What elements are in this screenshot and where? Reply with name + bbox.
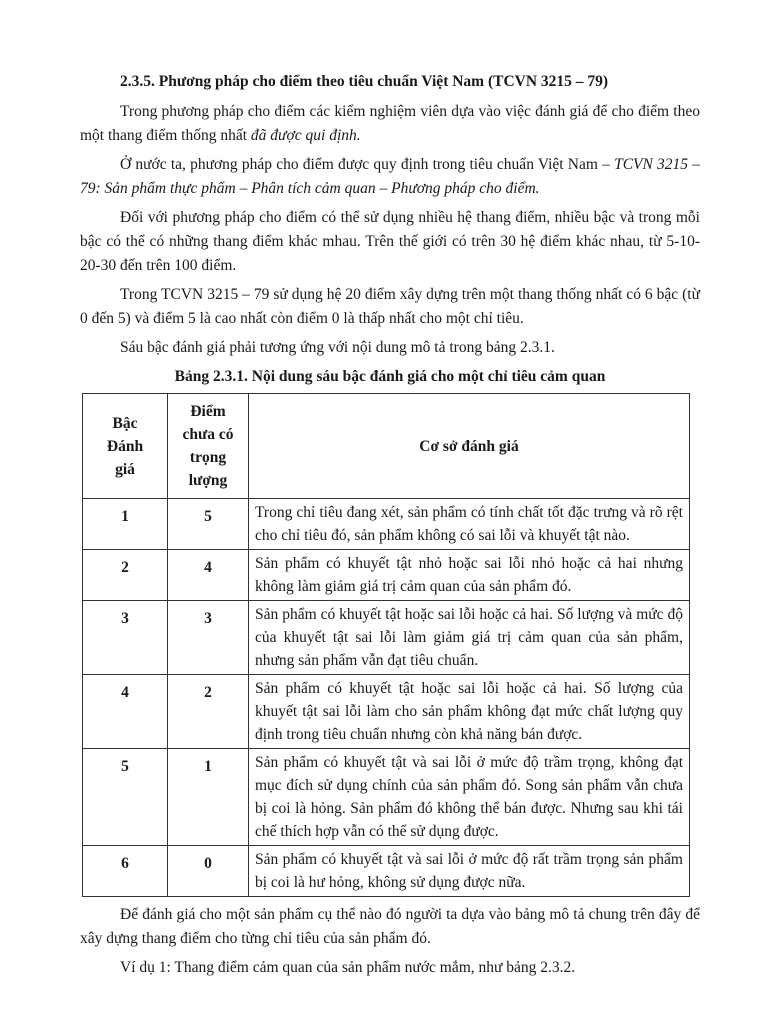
row-score: 5: [168, 499, 249, 550]
row-description: Sản phẩm có khuyết tật hoặc sai lỗi hoặc cả hai. Số lượng và mức độ của khuyết tật sai lỗi làm giảm giá trị cảm quan của sản phẩm, nhưng sản phẩm vẫn đạt tiêu chuẩn.: [249, 601, 690, 675]
paragraph-3: Đối với phương pháp cho điểm có thể sử dụng nhiều hệ thang điểm, nhiều bậc và trong mỗi bậc có thể có những thang điểm khác mhau. Trên thế giới có trên 30 hệ điểm khác nhau, từ 5-10-20-30 đến trên 100 điểm.: [80, 209, 700, 274]
row-description: Sản phẩm có khuyết tật và sai lỗi ở mức độ rất trầm trọng sản phẩm bị coi là hư hỏng, không sử dụng được nữa.: [249, 846, 690, 897]
row-level: 2: [83, 550, 168, 601]
evaluation-table: [82, 393, 690, 897]
row-description: Sản phẩm có khuyết tật hoặc sai lỗi hoặc cả hai. Số lượng của khuyết tật sai lỗi làm cho sản phẩm không đạt mức chất lượng quy định trong tiêu chuẩn nhưng còn khả năng bán được.: [249, 675, 690, 749]
table-caption: Bảng 2.3.1. Nội dung sáu bậc đánh giá cho một chỉ tiêu cảm quan: [174, 368, 606, 385]
row-score: 4: [168, 550, 249, 601]
document-page: [80, 70, 700, 985]
paragraph-2-italic: TCVN 3215 – 79: Sản phẩm thực phẩm – Phân tích cảm quan – Phương pháp cho điểm.: [80, 156, 700, 197]
table-header-row: [83, 394, 690, 499]
row-level: 6: [83, 846, 168, 897]
paragraph-1: [80, 100, 700, 148]
row-description: Sản phẩm có khuyết tật nhỏ hoặc sai lỗi nhỏ hoặc cả hai nhưng không làm giảm giá trị cảm quan của sản phẩm đó.: [249, 550, 690, 601]
table-row: [83, 601, 690, 675]
section-heading: 2.3.5. Phương pháp cho điểm theo tiêu chuẩn Việt Nam (TCVN 3215 – 79): [120, 73, 609, 90]
header-score-line1: Điểm: [190, 403, 226, 420]
row-level: 5: [83, 749, 168, 846]
row-level: 4: [83, 675, 168, 749]
paragraph-4: Trong TCVN 3215 – 79 sử dụng hệ 20 điểm xây dựng trên một thang thống nhất có 6 bậc (từ 0 đến 5) và điểm 5 là cao nhất còn điểm 0 là thấp nhất cho một chỉ tiêu.: [80, 286, 700, 327]
table-row: [83, 499, 690, 550]
header-level-line2: Đánh: [106, 437, 144, 455]
row-level: 1: [83, 499, 168, 550]
paragraph-5: Sáu bậc đánh giá phải tương ứng với nội dung mô tả trong bảng 2.3.1.: [120, 339, 555, 356]
row-description: Trong chỉ tiêu đang xét, sản phẩm có tính chất tốt đặc trưng và rõ rệt cho chỉ tiêu đó, sản phẩm không có sai lỗi và khuyết tật nào.: [249, 499, 690, 550]
row-description: Sản phẩm có khuyết tật và sai lỗi ở mức độ trầm trọng, không đạt mục đích sử dụng chính của sản phẩm đó. Song sản phẩm vẫn chưa bị coi là hỏng. Sản phẩm đó không thể bán được. Nhưng sau khi tái chế thích hợp vẫn có thể sử dụng được.: [249, 749, 690, 846]
paragraph-2-text: Ở nước ta, phương pháp cho điểm được quy định trong tiêu chuẩn Việt Nam –: [120, 156, 615, 173]
row-score: 0: [168, 846, 249, 897]
row-score: 3: [168, 601, 249, 675]
header-score: [168, 394, 249, 499]
header-score-line3: trọng: [189, 449, 227, 466]
header-level: [83, 394, 168, 499]
row-score: 1: [168, 749, 249, 846]
header-basis: Cơ sở đánh giá: [249, 394, 690, 499]
header-level-line3: giá: [115, 460, 135, 478]
paragraph-1-italic: đã được qui định.: [250, 127, 361, 144]
table-row: [83, 675, 690, 749]
row-level: 3: [83, 601, 168, 675]
paragraph-6: Để đánh giá cho một sản phẩm cụ thể nào đó người ta dựa vào bảng mô tả chung trên đây để xây dựng thang điểm cho từng chỉ tiêu của sản phẩm đó.: [80, 906, 700, 947]
paragraph-7: Ví dụ 1: Thang điểm cảm quan của sản phẩm nước mắm, như bảng 2.3.2.: [120, 959, 576, 976]
header-score-line4: lượng: [188, 472, 228, 489]
header-level-line1: Bậc: [112, 414, 138, 432]
table-row: [83, 749, 690, 846]
row-score: 2: [168, 675, 249, 749]
paragraph-2: [80, 153, 700, 201]
header-score-line2: chưa có: [182, 426, 234, 443]
table-row: [83, 846, 690, 897]
table-row: [83, 550, 690, 601]
paragraph-1-text: Trong phương pháp cho điểm các kiểm nghiệm viên dựa vào việc đánh giá để cho điểm theo một thang điểm thống nhất: [80, 103, 700, 144]
